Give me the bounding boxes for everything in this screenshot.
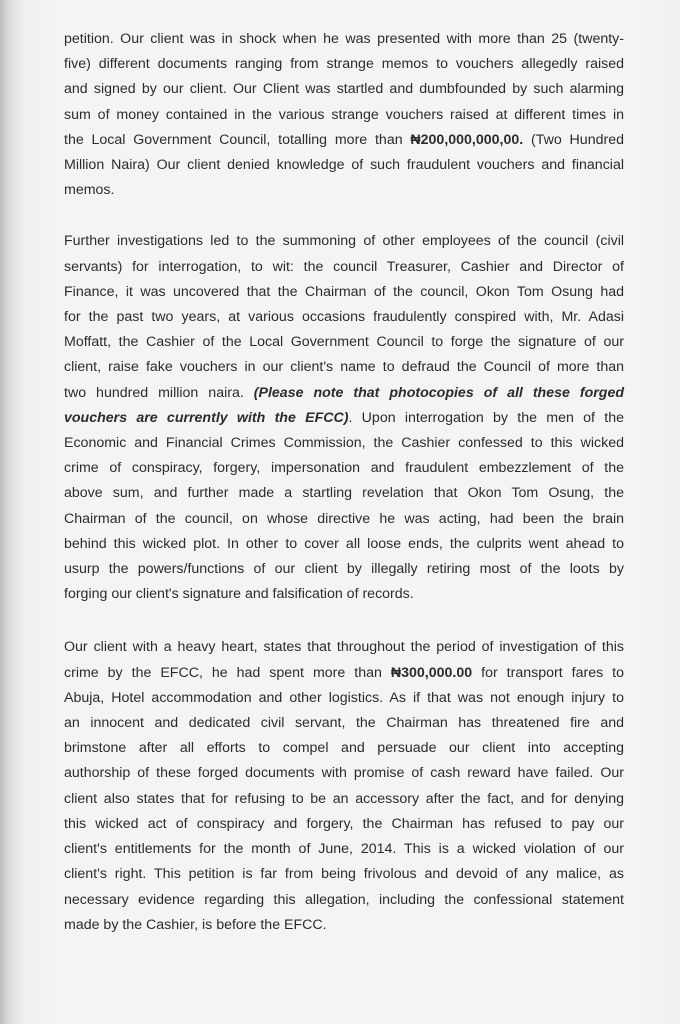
text-line: client, raise fake vouchers in our client's name to defraud the Council of more than xyxy=(64,359,624,376)
paragraph-1 xyxy=(64,27,624,203)
text-fragment: . Upon interrogation by the men of the xyxy=(348,409,624,426)
text-line: Million Naira) Our client denied knowledge of such fraudulent vouchers and financial xyxy=(64,157,624,174)
text-line: an innocent and dedicated civil servant, the Chairman has threatened fire and xyxy=(64,715,624,732)
document-body xyxy=(64,27,624,938)
text-line: petition. Our client was in shock when he was presented with more than 25 (twenty- xyxy=(64,31,624,47)
text-line: client's entitlements for the month of June, 2014. This is a wicked violation of our xyxy=(64,841,624,858)
text-line: brimstone after all efforts to compel and persuade our client into accepting xyxy=(64,740,624,757)
paragraph-3 xyxy=(64,635,624,937)
text-line: authorship of these forged documents with promise of cash reward have failed. Our xyxy=(64,765,624,782)
text-line: memos. xyxy=(64,182,115,199)
text-line: Moffatt, the Cashier of the Local Government Council to forge the signature of our xyxy=(64,334,624,351)
text-line: client also states that for refusing to be an accessory after the fact, and for denying xyxy=(64,790,624,807)
text-fragment: for transport fares to xyxy=(472,664,624,681)
text-line: crime of conspiracy, forgery, impersonation and fraudulent embezzlement of the xyxy=(64,460,624,477)
text-fragment: crime by the EFCC, he had spent more than xyxy=(64,664,391,681)
text-line: servants) for interrogation, to wit: the council Treasurer, Cashier and Director of xyxy=(64,258,624,275)
text-line: Further investigations led to the summoning of other employees of the council (civil xyxy=(64,233,624,250)
text-line: sum of money contained in the various strange vouchers raised at different times in xyxy=(64,106,624,123)
text-line xyxy=(64,381,624,406)
text-line: above sum, and further made a startling revelation that Okon Tom Osung, the xyxy=(64,485,624,502)
text-line: made by the Cashier, is before the EFCC. xyxy=(64,916,327,933)
text-fragment: (Two Hundred xyxy=(523,131,624,148)
text-line: for the past two years, at various occasions fraudulently conspired with, Mr. Adasi xyxy=(64,309,624,326)
emphasis-note: (Please note that photocopies of all these forged xyxy=(253,384,625,401)
text-line: necessary evidence regarding this allegation, including the confessional statement xyxy=(64,891,624,908)
amount-200m: ₦200,000,000,00. xyxy=(410,131,524,148)
text-line: Economic and Financial Crimes Commission, the Cashier confessed to this wicked xyxy=(64,435,624,452)
text-line: and signed by our client. Our Client was startled and dumbfounded by such alarming xyxy=(64,81,624,98)
text-line xyxy=(64,406,624,431)
text-line: Finance, it was uncovered that the Chairman of the council, Okon Tom Osung had xyxy=(64,283,624,300)
text-line: Chairman of the council, on whose directive he was acting, had been the brain xyxy=(64,510,624,527)
amount-300k: ₦300,000.00 xyxy=(390,664,473,681)
text-line: five) different documents ranging from strange memos to vouchers allegedly raised xyxy=(64,56,624,73)
text-line xyxy=(64,128,624,153)
text-line: this wicked act of conspiracy and forgery, the Chairman has refused to pay our xyxy=(64,815,624,832)
text-fragment: the Local Government Council, totalling more than xyxy=(64,131,411,148)
text-line: usurp the powers/functions of our client by illegally retiring most of the loots by xyxy=(64,561,624,578)
emphasis-note: vouchers are currently with the EFCC) xyxy=(64,409,349,426)
text-line: forging our client's signature and falsification of records. xyxy=(64,586,414,603)
paragraph-2 xyxy=(64,229,624,607)
text-line: client's right. This petition is far from being frivolous and devoid of any malice, as xyxy=(64,866,624,883)
text-line: behind this wicked plot. In other to cover all loose ends, the culprits went ahead to xyxy=(64,535,624,552)
text-line xyxy=(64,661,624,686)
text-line: Our client with a heavy heart, states that throughout the period of investigation of this xyxy=(64,639,624,656)
text-line: Abuja, Hotel accommodation and other logistics. As if that was not enough injury to xyxy=(64,689,624,706)
text-fragment: two hundred million naira. xyxy=(64,384,254,401)
